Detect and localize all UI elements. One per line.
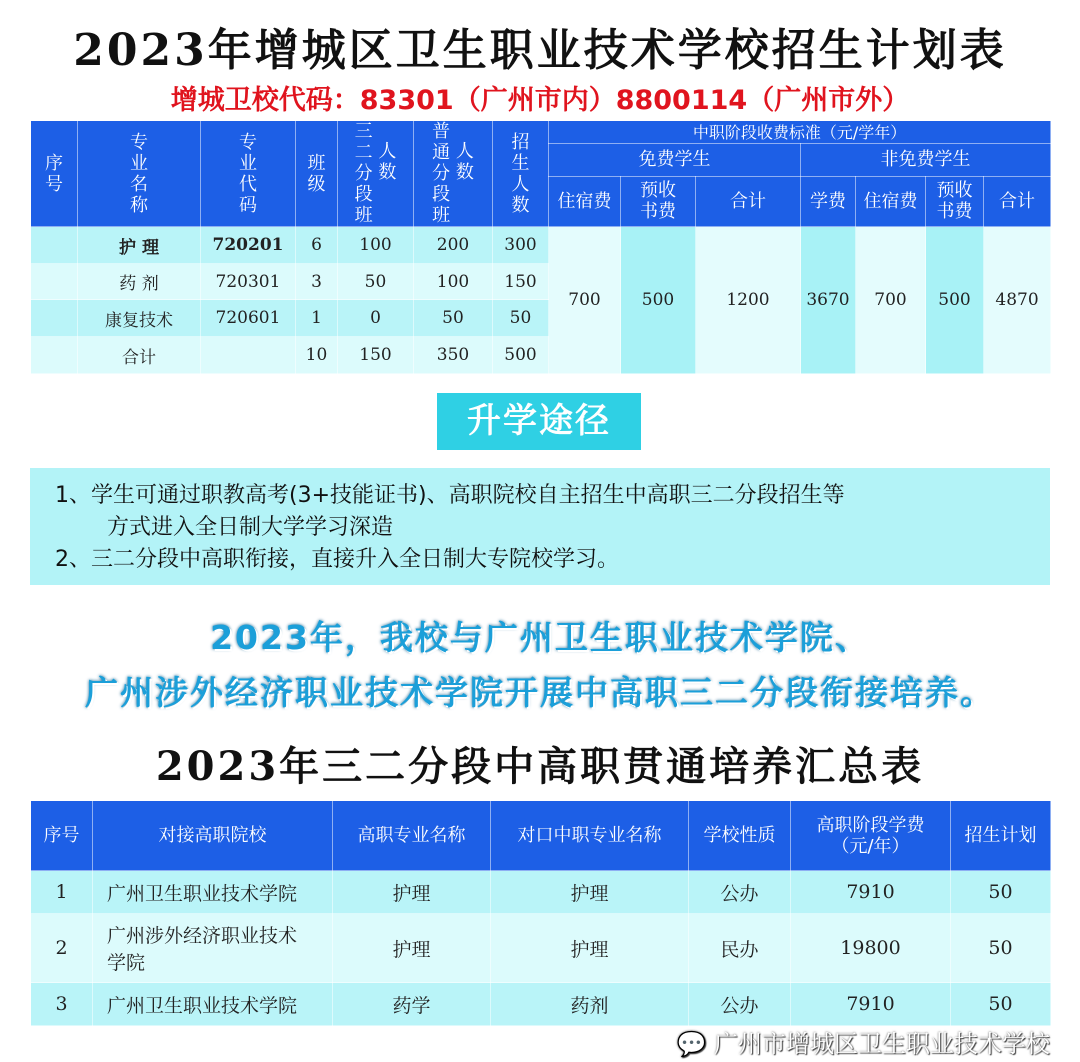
header-tuition: 学费: [801, 176, 856, 226]
wechat-icon: 💬: [676, 1030, 707, 1058]
cell-college: 广州涉外经济职业技术学院: [93, 914, 333, 983]
header-tuition: 高职阶段学费（元/年）: [791, 801, 951, 871]
cell-classes: 10: [296, 337, 338, 374]
header-code: 专业代码: [201, 121, 296, 227]
table-row: [31, 871, 1051, 914]
cell-seq: 3: [31, 983, 93, 1026]
cell-school-type: 公办: [689, 871, 791, 914]
announce-line-1: 2023年，我校与广州卫生职业技术学院、: [210, 618, 870, 657]
cell-seq: 1: [31, 871, 93, 914]
cell-college: 广州卫生职业技术学院: [93, 871, 333, 914]
cell-college-major: 护理: [333, 914, 491, 983]
cell-putong: 50: [414, 300, 493, 337]
table-row: [31, 983, 1051, 1026]
cell-sanerfen: 50: [338, 264, 414, 300]
cell-putong: 350: [414, 337, 493, 374]
header-seq: 序号: [31, 801, 93, 871]
cell-secondary-major: 护理: [491, 871, 689, 914]
cell-college-major: 护理: [333, 871, 491, 914]
cell-total: 500: [493, 337, 549, 374]
header-secondary-major: 对口中职专业名称: [491, 801, 689, 871]
header-plan: 招生计划: [951, 801, 1051, 871]
header-putong: 普通分段班 人数: [414, 121, 493, 227]
path-line-2: 2、三二分段中高职衔接，直接升入全日制大专院校学习。: [55, 547, 619, 572]
cell-sanerfen: 100: [338, 227, 414, 264]
header-nonfree: 非免费学生: [801, 144, 1051, 176]
header-sanerfen: 三二分段班 人数: [338, 121, 414, 227]
announce-line-2: 广州涉外经济职业技术学院开展中高职三二分段衔接培养。: [85, 673, 995, 712]
header-school-type: 学校性质: [689, 801, 791, 871]
cell-secondary-major: 药剂: [491, 983, 689, 1026]
summary-title: 2023年三二分段中高职贯通培养汇总表: [155, 743, 925, 790]
cell-major: 康复技术: [78, 300, 201, 337]
cell-plan: 50: [951, 914, 1051, 983]
cell-code: 720201: [201, 227, 296, 264]
cell-nf-lodging: 700: [856, 227, 926, 374]
cell-nf-sum: 4870: [984, 227, 1051, 374]
cell-classes: 1: [296, 300, 338, 337]
cell-code: 720301: [201, 264, 296, 300]
cell-classes: 3: [296, 264, 338, 300]
cell-seq: 2: [31, 914, 93, 983]
header-college: 对接高职院校: [93, 801, 333, 871]
cell-total: 300: [493, 227, 549, 264]
cell-secondary-major: 护理: [491, 914, 689, 983]
header-fee-group: 中职阶段收费标准（元/学年）: [549, 121, 1051, 144]
cell-nf-books: 500: [926, 227, 984, 374]
cell-plan: 50: [951, 871, 1051, 914]
page-title: 2023年增城区卫生职业技术学校招生计划表: [73, 25, 1007, 76]
header-seq: 序号: [31, 121, 78, 227]
header-major: 专业名称: [78, 121, 201, 227]
header-books: 预收书费: [926, 176, 984, 226]
cell-sanerfen: 0: [338, 300, 414, 337]
path-line-1: 1、学生可通过职教高考(3+技能证书)、高职院校自主招生中高职三二分段招生等: [55, 483, 845, 508]
cell-free-books: 500: [621, 227, 696, 374]
cell-free-lodging: 700: [549, 227, 621, 374]
cell-putong: 100: [414, 264, 493, 300]
header-college-major: 高职专业名称: [333, 801, 491, 871]
watermark: [676, 1030, 1050, 1058]
path-badge: 升学途径: [437, 393, 641, 450]
cell-free-sum: 1200: [696, 227, 801, 374]
cell-putong: 200: [414, 227, 493, 264]
header-total: 招生人数: [493, 121, 549, 227]
header-free: 免费学生: [549, 144, 801, 176]
table-row: [31, 914, 1051, 983]
header-lodging: 住宿费: [856, 176, 926, 226]
header-sum: 合计: [984, 176, 1051, 226]
header-lodging: 住宿费: [549, 176, 621, 226]
cell-major: 护 理: [78, 227, 201, 264]
school-code: 增城卫校代码：83301（广州市内）8800114（广州市外）: [170, 85, 910, 116]
header-books: 预收书费: [621, 176, 696, 226]
cell-school-type: 民办: [689, 914, 791, 983]
cell-nf-tuition: 3670: [801, 227, 856, 374]
cell-major: 药 剂: [78, 264, 201, 300]
cell-plan: 50: [951, 983, 1051, 1026]
cell-tuition: 19800: [791, 914, 951, 983]
header-classes: 班级: [296, 121, 338, 227]
cell-college: 广州卫生职业技术学院: [93, 983, 333, 1026]
path-box: [30, 468, 1050, 585]
cell-tuition: 7910: [791, 871, 951, 914]
summary-table: [30, 800, 1051, 1026]
cell-tuition: 7910: [791, 983, 951, 1026]
cell-major: 合计: [78, 337, 201, 374]
cell-total: 50: [493, 300, 549, 337]
cell-code: 720601: [201, 300, 296, 337]
watermark-text: 广州市增城区卫生职业技术学校: [714, 1030, 1050, 1058]
cell-school-type: 公办: [689, 983, 791, 1026]
path-line-1b: 方式进入全日制大学学习深造: [107, 515, 394, 540]
table-row: [31, 227, 1051, 264]
cell-code: [201, 337, 296, 374]
cell-college-major: 药学: [333, 983, 491, 1026]
cell-sanerfen: 150: [338, 337, 414, 374]
enrollment-plan-table: [30, 120, 1051, 374]
cell-classes: 6: [296, 227, 338, 264]
header-sum: 合计: [696, 176, 801, 226]
cell-total: 150: [493, 264, 549, 300]
